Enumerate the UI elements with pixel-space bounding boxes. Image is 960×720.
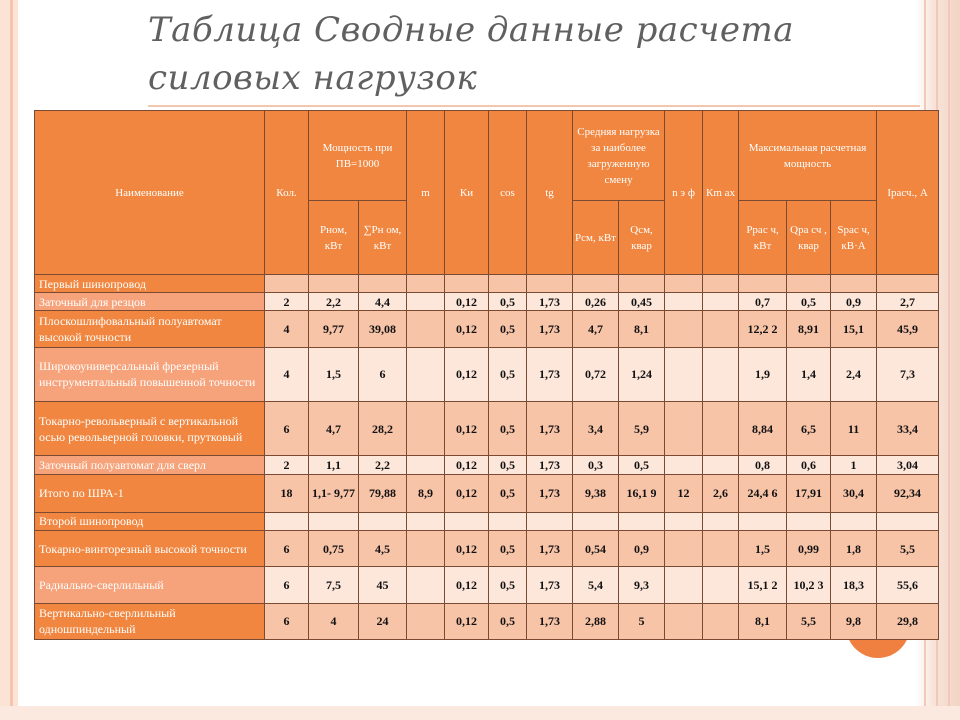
row-name-cell: Первый шинопровод [35, 275, 265, 293]
table-cell: 8,84 [739, 402, 787, 456]
table-cell: 1,1- 9,77 [309, 474, 359, 512]
table-body [35, 275, 939, 640]
slide-frame-bottom [0, 706, 960, 720]
table-cell: 79,88 [359, 474, 407, 512]
table-cell: 0,8 [739, 456, 787, 474]
table-cell: 8,9 [407, 474, 445, 512]
table-cell [527, 275, 573, 293]
table-cell: 0,5 [489, 293, 527, 311]
table-cell: 30,4 [831, 474, 877, 512]
table-cell: 0,12 [445, 293, 489, 311]
table-cell [445, 512, 489, 530]
table-cell: 0,12 [445, 603, 489, 639]
table-cell: 3,4 [573, 402, 619, 456]
table-cell [831, 512, 877, 530]
table-cell [703, 567, 739, 603]
table-cell: 1,73 [527, 402, 573, 456]
table-cell: 45,9 [877, 311, 939, 347]
table-cell: 5,5 [877, 531, 939, 567]
table-cell: 4,7 [573, 311, 619, 347]
table-cell [787, 512, 831, 530]
title-underline [148, 105, 920, 107]
table-row [35, 567, 939, 603]
table-cell: 5,9 [619, 402, 665, 456]
header-q-rasch: Qра сч , квар [787, 201, 831, 275]
table-cell [619, 275, 665, 293]
table-cell: 2,6 [703, 474, 739, 512]
table-cell [407, 567, 445, 603]
table-cell: 0,5 [787, 293, 831, 311]
table-cell: 0,9 [619, 531, 665, 567]
table-cell: 1,5 [309, 347, 359, 401]
table-row [35, 347, 939, 401]
table-cell [739, 275, 787, 293]
table-cell: 16,1 9 [619, 474, 665, 512]
table-cell [407, 311, 445, 347]
table-cell: 0,5 [489, 347, 527, 401]
table-cell: 1,73 [527, 311, 573, 347]
table-cell: 1,9 [739, 347, 787, 401]
row-name-cell: Второй шинопровод [35, 512, 265, 530]
table-row [35, 402, 939, 456]
table-cell: 92,34 [877, 474, 939, 512]
table-cell: 6 [265, 531, 309, 567]
table-cell: 2,2 [359, 456, 407, 474]
row-name-cell: Радиально-сверлильный [35, 567, 265, 603]
table-cell [445, 275, 489, 293]
header-ki: Ки [445, 111, 489, 275]
table-cell: 1,8 [831, 531, 877, 567]
table-cell [265, 512, 309, 530]
table-cell: 1,1 [309, 456, 359, 474]
table-cell: 0,5 [489, 402, 527, 456]
table-cell: 8,91 [787, 311, 831, 347]
table-cell [703, 603, 739, 639]
table-row [35, 474, 939, 512]
table-cell [665, 567, 703, 603]
header-tg: tg [527, 111, 573, 275]
slide-title [148, 6, 888, 102]
table-cell: 11 [831, 402, 877, 456]
table-cell: 15,1 2 [739, 567, 787, 603]
table-cell: 1,24 [619, 347, 665, 401]
table-cell: 1,73 [527, 603, 573, 639]
table-cell [703, 293, 739, 311]
header-s-rasch: Sрас ч, кВ·А [831, 201, 877, 275]
table-cell [407, 402, 445, 456]
header-m: m [407, 111, 445, 275]
header-i-rasch: Iрасч., А [877, 111, 939, 275]
table-cell: 0,12 [445, 531, 489, 567]
table-cell: 24 [359, 603, 407, 639]
table-cell: 0,72 [573, 347, 619, 401]
table-cell [309, 275, 359, 293]
table-cell: 18 [265, 474, 309, 512]
table-row [35, 603, 939, 639]
table-row [35, 275, 939, 293]
header-sum-p-nom: ∑Рн ом, кВт [359, 201, 407, 275]
table-cell [407, 603, 445, 639]
table-cell: 9,77 [309, 311, 359, 347]
table-cell: 0,12 [445, 567, 489, 603]
table-cell: 4,4 [359, 293, 407, 311]
table-cell [739, 512, 787, 530]
table-cell: 17,91 [787, 474, 831, 512]
table-cell: 39,08 [359, 311, 407, 347]
table-cell: 2,88 [573, 603, 619, 639]
table-cell [703, 456, 739, 474]
table-cell [877, 512, 939, 530]
header-count: Кол. [265, 111, 309, 275]
table-cell: 28,2 [359, 402, 407, 456]
slide-frame-left [0, 0, 18, 720]
table-cell: 4,7 [309, 402, 359, 456]
table-row [35, 531, 939, 567]
power-load-table [34, 110, 939, 640]
table-cell: 1,73 [527, 293, 573, 311]
table-cell: 1,73 [527, 347, 573, 401]
table-cell: 0,26 [573, 293, 619, 311]
table-cell: 0,12 [445, 456, 489, 474]
table-cell: 12 [665, 474, 703, 512]
table-cell: 1,73 [527, 531, 573, 567]
table-cell: 0,5 [489, 311, 527, 347]
table-cell: 3,04 [877, 456, 939, 474]
row-name-cell: Токарно-винторезный высокой точности [35, 531, 265, 567]
table-cell: 0,5 [489, 531, 527, 567]
table-cell: 9,3 [619, 567, 665, 603]
table-cell [665, 311, 703, 347]
table-cell: 2 [265, 293, 309, 311]
table-cell [407, 531, 445, 567]
table-cell: 0,12 [445, 311, 489, 347]
table-cell [665, 275, 703, 293]
table-cell: 1,73 [527, 474, 573, 512]
table-cell [703, 347, 739, 401]
header-k-max: Кm ax [703, 111, 739, 275]
row-name-cell: Токарно-револьверный с вертикальной осью револьверной головки, прутковый [35, 402, 265, 456]
table-cell: 0,99 [787, 531, 831, 567]
row-name-cell: Итого по ШРА-1 [35, 474, 265, 512]
table-cell [665, 402, 703, 456]
table-cell: 0,12 [445, 347, 489, 401]
row-name-cell: Плоскошлифовальный полуавтомат высокой точности [35, 311, 265, 347]
row-name-cell: Широкоуниверсальный фрезерный инструментальный повышенной точности [35, 347, 265, 401]
table-cell [407, 456, 445, 474]
table-row [35, 311, 939, 347]
table-cell: 0,5 [489, 456, 527, 474]
table-cell: 4,5 [359, 531, 407, 567]
table-cell: 6 [265, 567, 309, 603]
table-cell: 4 [265, 347, 309, 401]
table-cell: 0,5 [489, 474, 527, 512]
title-line-1: Таблица Сводные данные расчета [148, 10, 794, 50]
table-cell: 6 [265, 603, 309, 639]
table-cell [665, 512, 703, 530]
table-cell: 55,6 [877, 567, 939, 603]
table-cell: 8,1 [619, 311, 665, 347]
table-cell: 1,4 [787, 347, 831, 401]
row-name-cell: Заточный для резцов [35, 293, 265, 311]
table-cell: 29,8 [877, 603, 939, 639]
table-cell: 0,3 [573, 456, 619, 474]
table-cell: 0,54 [573, 531, 619, 567]
table-cell: 2 [265, 456, 309, 474]
header-p-rasch: Ррас ч, кВт [739, 201, 787, 275]
header-q-sm: Qсм, квар [619, 201, 665, 275]
table-cell [359, 275, 407, 293]
table-cell [407, 347, 445, 401]
table-cell [665, 293, 703, 311]
table-cell: 4 [309, 603, 359, 639]
table-cell [703, 531, 739, 567]
table-cell: 4 [265, 311, 309, 347]
header-avg-load: Средняя нагрузка за наиболее загруженную смену [573, 111, 665, 201]
table-cell: 2,4 [831, 347, 877, 401]
table-cell: 5,4 [573, 567, 619, 603]
table-cell: 0,9 [831, 293, 877, 311]
table-cell [703, 402, 739, 456]
table-cell: 5 [619, 603, 665, 639]
header-power: Мощность при ПВ=1000 [309, 111, 407, 201]
table-cell: 33,4 [877, 402, 939, 456]
table-cell: 45 [359, 567, 407, 603]
table-cell: 10,2 3 [787, 567, 831, 603]
table-cell [619, 512, 665, 530]
table-cell [665, 603, 703, 639]
table-cell: 8,1 [739, 603, 787, 639]
table-cell: 2,7 [877, 293, 939, 311]
table-cell: 9,38 [573, 474, 619, 512]
table-cell: 6 [359, 347, 407, 401]
table-cell: 1,5 [739, 531, 787, 567]
table-cell [527, 512, 573, 530]
table-cell [703, 311, 739, 347]
table-row [35, 456, 939, 474]
table-cell [665, 531, 703, 567]
table-cell [489, 512, 527, 530]
table-cell: 0,5 [619, 456, 665, 474]
table-cell: 9,8 [831, 603, 877, 639]
table-cell [703, 275, 739, 293]
table-cell: 0,5 [489, 567, 527, 603]
title-line-2: силовых нагрузок [148, 58, 478, 98]
header-cos: cos [489, 111, 527, 275]
table-cell: 12,2 2 [739, 311, 787, 347]
row-name-cell: Заточный полуавтомат для сверл [35, 456, 265, 474]
table-cell: 24,4 6 [739, 474, 787, 512]
table-cell [407, 293, 445, 311]
table-cell [831, 275, 877, 293]
table-row [35, 512, 939, 530]
header-p-nom: Рном, кВт [309, 201, 359, 275]
table-cell [665, 456, 703, 474]
table-row [35, 293, 939, 311]
header-n-ef: n э ф [665, 111, 703, 275]
table-cell [359, 512, 407, 530]
table-cell: 5,5 [787, 603, 831, 639]
table-cell: 7,5 [309, 567, 359, 603]
table-cell: 1,73 [527, 567, 573, 603]
table-cell: 18,3 [831, 567, 877, 603]
table-cell: 6,5 [787, 402, 831, 456]
table-cell: 1,73 [527, 456, 573, 474]
table-cell: 7,3 [877, 347, 939, 401]
table-cell [787, 275, 831, 293]
table-cell [309, 512, 359, 530]
table-cell: 0,6 [787, 456, 831, 474]
table-cell [877, 275, 939, 293]
table-cell: 0,7 [739, 293, 787, 311]
row-name-cell: Вертикально-сверлильный одношпиндельный [35, 603, 265, 639]
table-cell: 2,2 [309, 293, 359, 311]
table-cell: 0,5 [489, 603, 527, 639]
table-cell: 0,75 [309, 531, 359, 567]
table-cell [407, 275, 445, 293]
table-cell: 15,1 [831, 311, 877, 347]
table-cell: 6 [265, 402, 309, 456]
table-cell: 0,12 [445, 402, 489, 456]
header-p-sm: Рсм, кВт [573, 201, 619, 275]
header-name: Наименование [35, 111, 265, 275]
table-cell: 1 [831, 456, 877, 474]
table-cell [573, 512, 619, 530]
table-cell [665, 347, 703, 401]
table-cell [407, 512, 445, 530]
table-cell: 0,12 [445, 474, 489, 512]
table-cell: 0,45 [619, 293, 665, 311]
table-cell [265, 275, 309, 293]
table-cell [489, 275, 527, 293]
header-max-power: Максимальная расчетная мощность [739, 111, 877, 201]
table-cell [573, 275, 619, 293]
table-cell [703, 512, 739, 530]
